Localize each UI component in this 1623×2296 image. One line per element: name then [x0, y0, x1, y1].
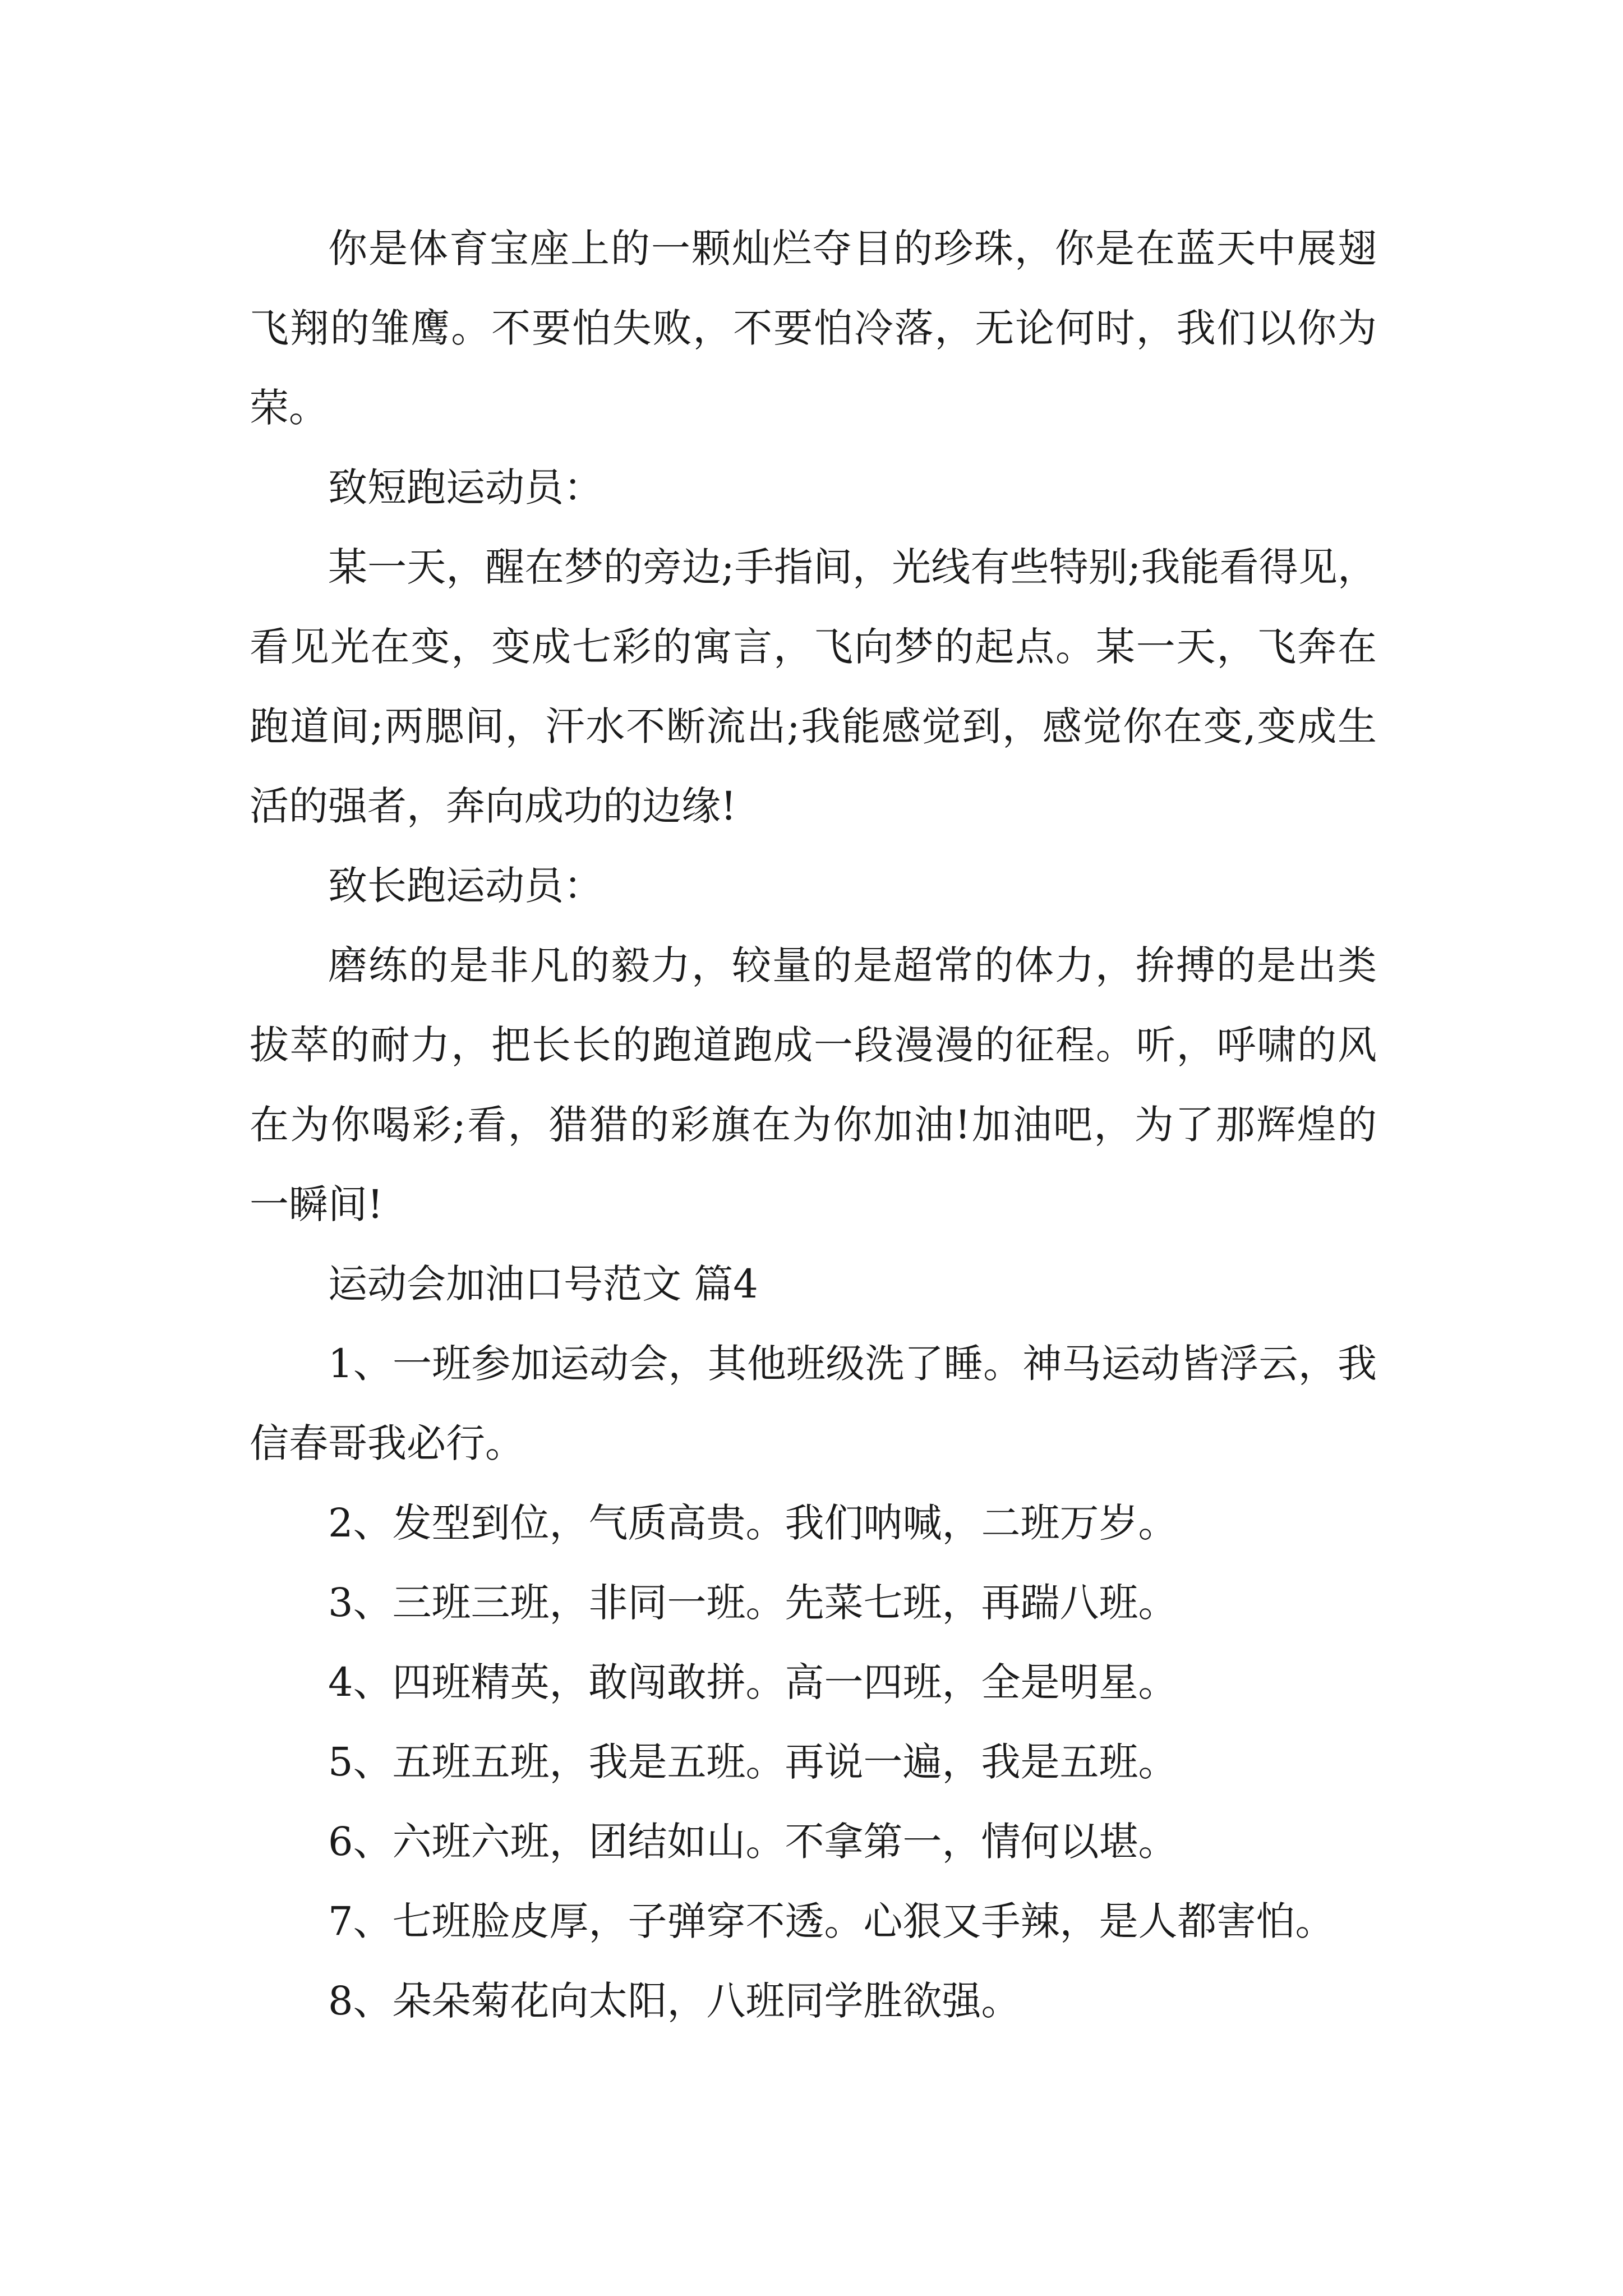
section-heading: 致短跑运动员：	[328, 464, 603, 510]
paragraph: 你是体育宝座上的一颗灿烂夺目的珍珠，你是在蓝天中展翅飞翔的雏鹰。不要怕失败，不要怕冷落，无论何时，我们以你为荣。	[250, 226, 1377, 431]
document-body	[250, 209, 1377, 2041]
list-item: 1、一班参加运动会，其他班级洗了睡。神马运动皆浮云，我信春哥我必行。	[250, 1341, 1377, 1466]
paragraph: 某一天，醒在梦的旁边;手指间，光线有些特别;我能看得见，看见光在变，变成七彩的寓言，飞向梦的起点。某一天，飞奔在跑道间;两腮间，汗水不断流出;我能感觉到，感觉你在变,变成生活的强者，奔向成功的边缘!	[250, 544, 1377, 829]
list-item: 8、朵朵菊花向太阳，八班同学胜欲强。	[328, 1978, 1021, 2024]
list-item: 3、三班三班，非同一班。先菜七班，再踹八班。	[328, 1580, 1178, 1626]
list-item: 2、发型到位，气质高贵。我们呐喊，二班万岁。	[328, 1500, 1178, 1546]
section-heading: 致长跑运动员：	[328, 863, 603, 909]
list-item: 5、五班五班，我是五班。再说一遍，我是五班。	[328, 1739, 1178, 1785]
list-item: 7、七班脸皮厚，子弹穿不透。心狠又手辣，是人都害怕。	[328, 1898, 1335, 1944]
list-item: 6、六班六班，团结如山。不拿第一，情何以堪。	[328, 1819, 1178, 1865]
list-item: 4、四班精英，敢闯敢拼。高一四班，全是明星。	[328, 1659, 1178, 1705]
paragraph: 磨练的是非凡的毅力，较量的是超常的体力，拚搏的是出类拔萃的耐力，把长长的跑道跑成一段漫漫的征程。听，呼啸的风在为你喝彩;看，猎猎的彩旗在为你加油!加油吧，为了那辉煌的一瞬间!	[250, 942, 1377, 1227]
section-title: 运动会加油口号范文 篇4	[328, 1261, 758, 1307]
